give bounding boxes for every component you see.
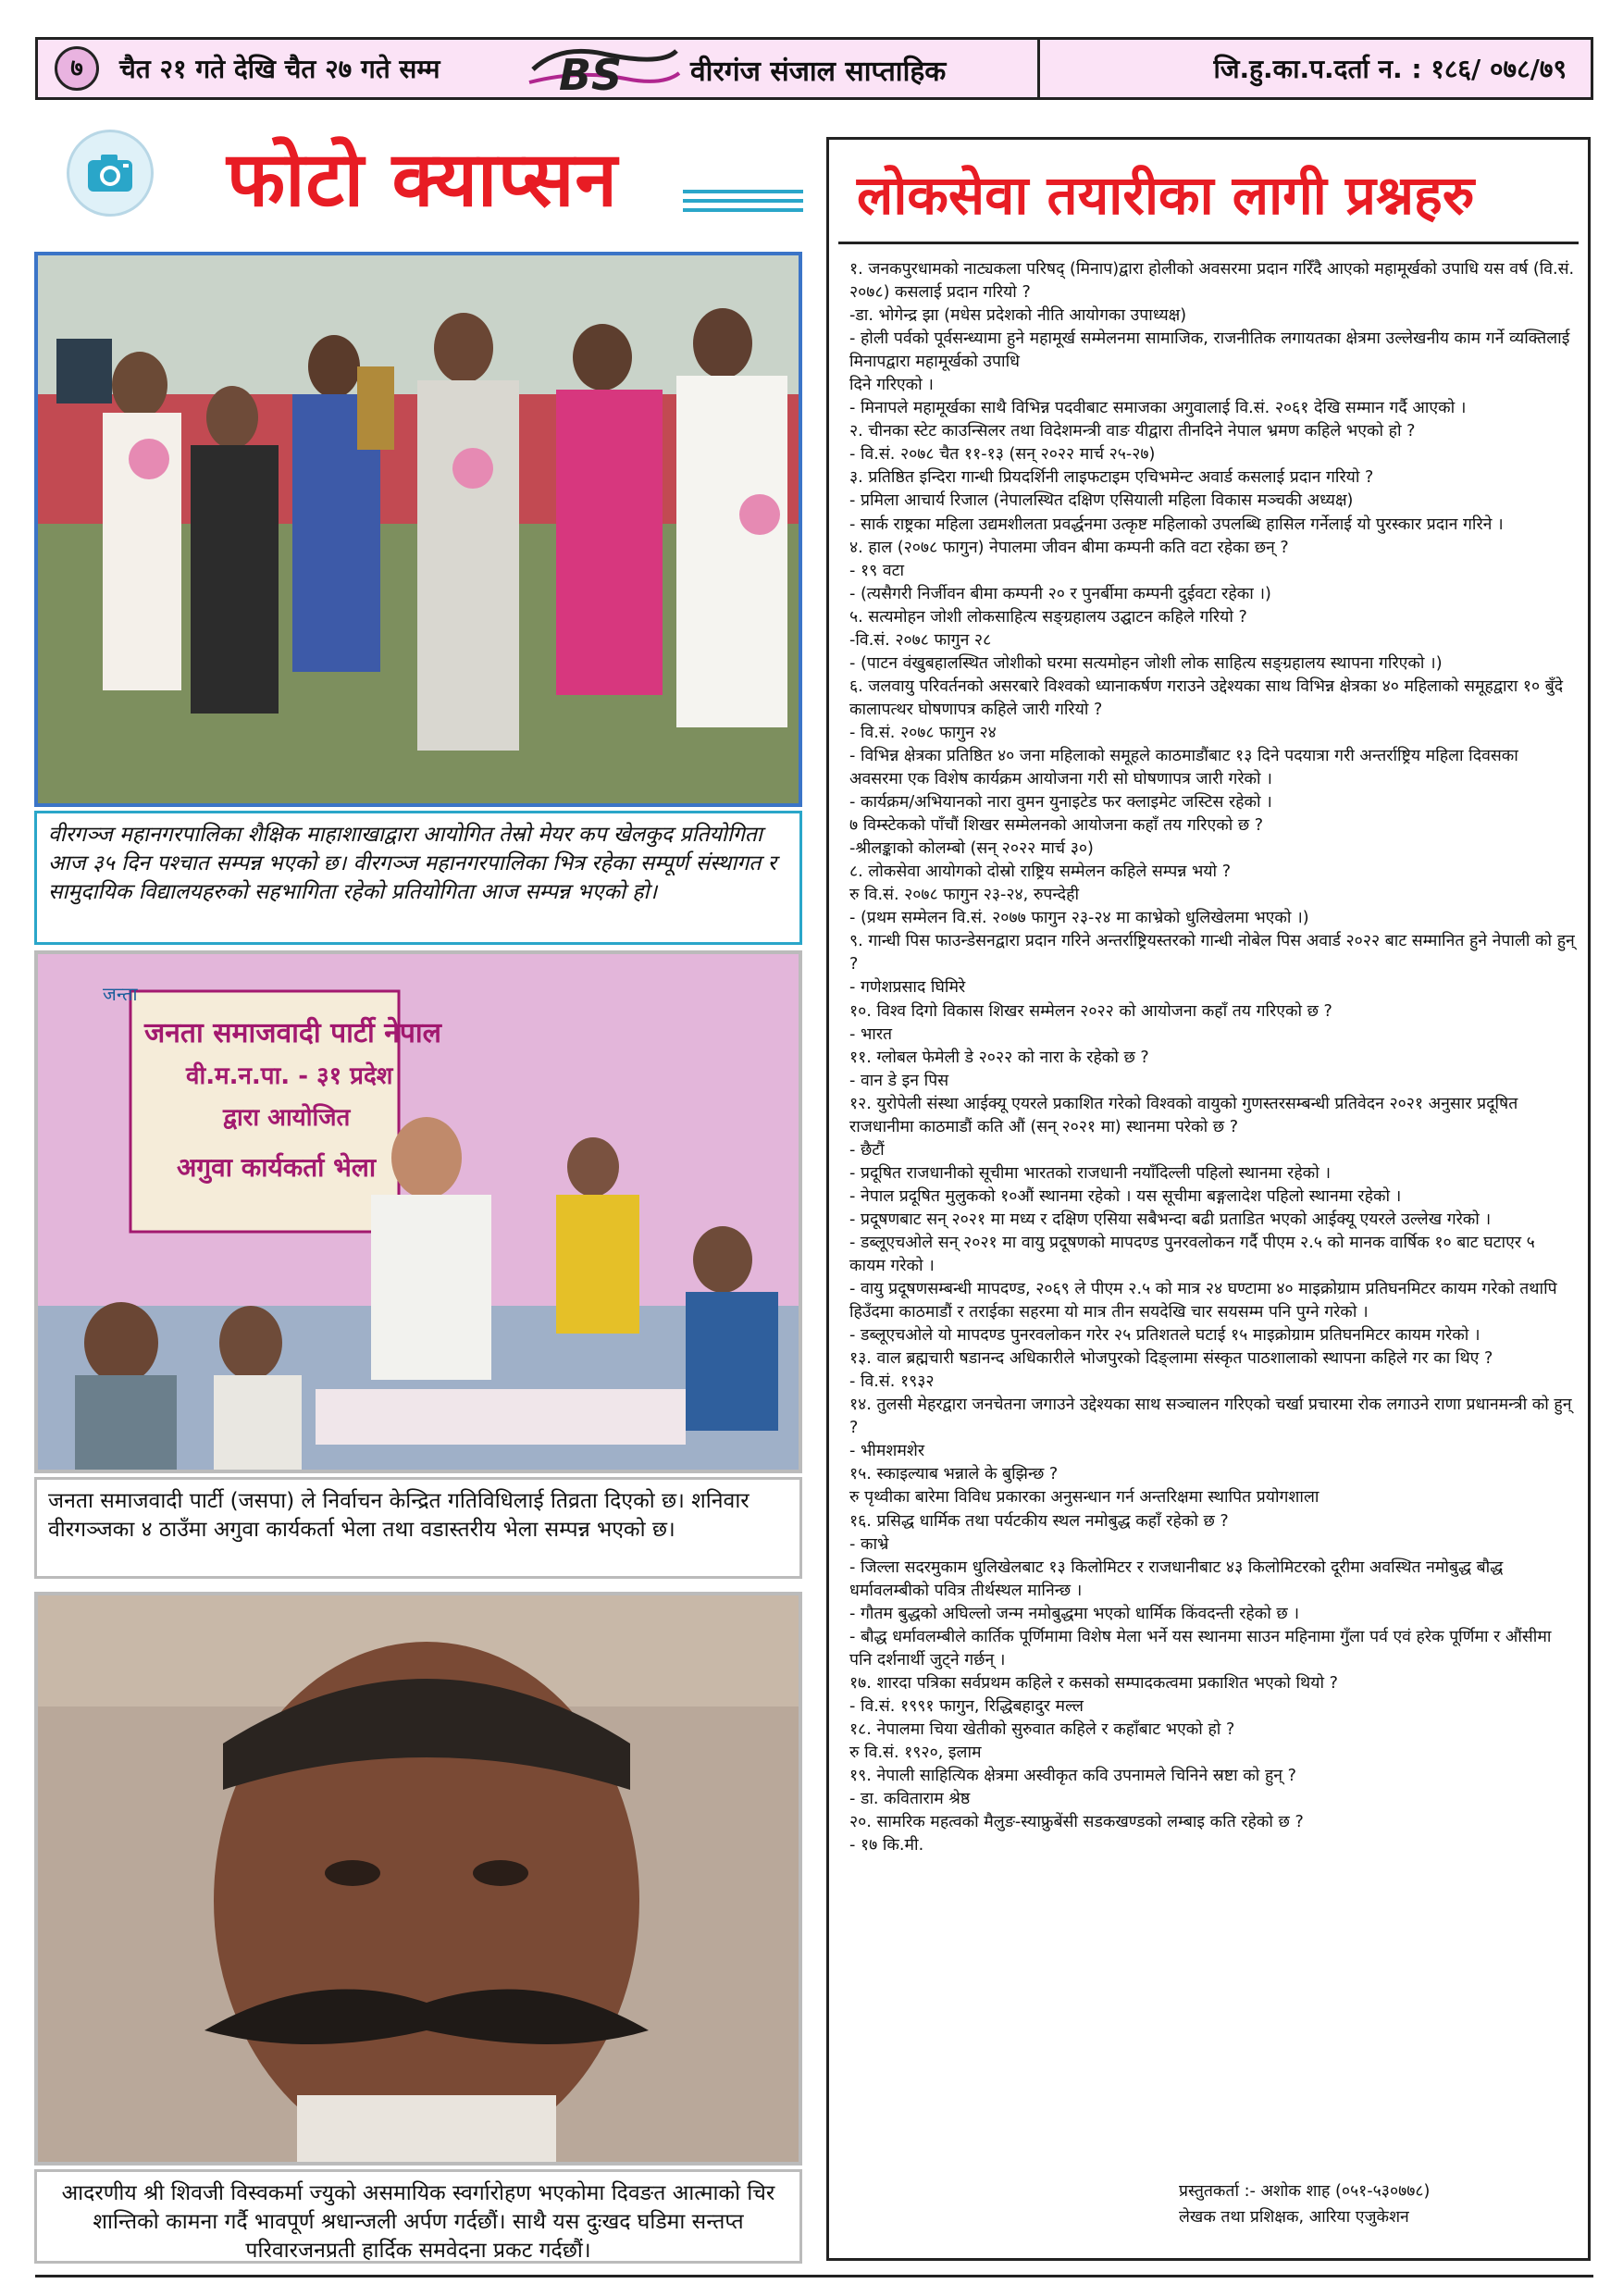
qa-line: - जिल्ला सदरमुकाम धुलिखेलबाट १३ किलोमिटर र राजधानीबाट ४३ किलोमिटरको दूरीमा अवस्थित नमोबुद्ध बौद्ध धर्मावलम्बीको पवित्र तीर्थस्थल मानिन्छ ।: [849, 1558, 1504, 1600]
qa-line: रु वि.सं. १९२०, इलाम: [849, 1744, 982, 1762]
qa-line: १९. नेपाली साहित्यिक क्षेत्रमा अस्वीकृत कवि उपनामले चिनिने स्रष्टा को हुन् ?: [849, 1767, 1296, 1786]
qa-line: रु पृथ्वीका बारेमा विविध प्रकारका अनुसन्धान गर्न अन्तरिक्षमा स्थापित प्रयोगशाला: [849, 1488, 1319, 1508]
page-header: [35, 37, 1593, 100]
newspaper-logo-icon: [524, 42, 681, 95]
qa-line: - भारत: [849, 1024, 893, 1044]
qa-line: - कार्यक्रम/अभियानको नारा वुमन युनाइटेड फर क्लाइमेट जस्टिस रहेको ।: [849, 793, 1272, 813]
qa-line: - प्रदूषित राजधानीको सूचीमा भारतको राजधानी नयाँदिल्ली पहिलो स्थानमा रहेको ।: [849, 1163, 1332, 1183]
qa-line: - नेपाल प्रदूषित मुलुकको १०औं स्थानमा रहेको । यस सूचीमा बङ्गलादेश पहिलो स्थानमा रहेको ।: [849, 1186, 1402, 1206]
qa-line: १७. शारदा पत्रिका सर्वप्रथम कहिले र कसको सम्पादकत्वमा प्रकाशित भएको थियो ?: [849, 1673, 1338, 1693]
question-answer-list: [849, 258, 1576, 1857]
issue-date-range: चैत २१ गते देखि चैत २७ गते सम्म: [119, 54, 440, 84]
banner-line-3: द्वारा आयोजित: [223, 1104, 351, 1132]
photo-caption-section-title: फोटो क्याप्सन: [227, 135, 618, 224]
photo-caption-sports: वीरगञ्ज महानगरपालिका शैक्षिक माहाशाखाद्वारा आयोगित तेस्रो मेयर कप खेलकुद प्रतियोगिता आज ३५ दिन पश्चात सम्पन्न भएको छ। वीरगञ्ज महानगरपालिका भित्र रहेका सम्पूर्ण संस्थागत र सामुदायिक विद्यालयहरुको सहभागिता रहेको प्रतियोगिता आज सम्पन्न भएको हो।: [34, 811, 802, 945]
qa-line: - सार्क राष्ट्रका महिला उद्यमशीलता प्रवर्द्धनमा उत्कृष्ट महिलाको उपलब्धि हासिल गर्नेलाई यो पुरस्कार प्रदान गरिने ।: [849, 515, 1504, 534]
photo-sports-award: [34, 252, 802, 807]
title-underline: [838, 242, 1579, 244]
qa-line: १०. विश्व दिगो विकास शिखर सम्मेलन २०२२ को आयोजना कहाँ तय गरिएको छ ?: [849, 1001, 1332, 1021]
photo-caption-obituary: आदरणीय श्री शिवजी विस्वकर्मा ज्युको असमायिक स्वर्गारोहण भएकोमा दिवङत आत्माको चिर शान्तिको कामना गर्दै भावपूर्ण श्रधान्जली अर्पण गर्दछौं। साथै यस दुःखद घडिमा सन्तप्त परिवारजनप्रती हार्दिक समवेदना प्रकट गर्दछौं।: [34, 2169, 802, 2264]
qa-line: रु वि.सं. २०७८ फागुन २३-२४, रुपन्देही: [849, 886, 1080, 905]
qa-line: १४. तुलसी मेहरद्वारा जनचेतना जगाउने उद्देश्यका साथ सञ्चालन गरिएको चर्खा प्रचारमा रोक लगाउने राणा प्रधानमन्त्री को हुन् ?: [849, 1396, 1572, 1438]
qa-line: - (प्रथम सम्मेलन वि.सं. २०७७ फागुन २३-२४ मा काभ्रेको धुलिखेलमा भएको ।): [849, 909, 1309, 928]
qa-line: ५. सत्यमोहन जोशी लोकसाहित्य सङ्ग्रहालय उद्घाटन कहिले गरियो ?: [849, 607, 1247, 627]
qa-line: १६. प्रसिद्ध धार्मिक तथा पर्यटकीय स्थल नमोबुद्ध कहाँ रहेको छ ?: [849, 1511, 1229, 1531]
qa-line: - वि.सं. १९३२: [849, 1372, 935, 1392]
svg-text:BS: BS: [559, 50, 623, 95]
qa-line: - काभ्रे: [849, 1534, 889, 1554]
banner-line-1: जनता समाजवादी पार्टी नेपाल: [144, 1017, 442, 1049]
qa-line: ६. जलवायु परिवर्तनको असरबारे विश्वको ध्यानाकर्षण गराउने उद्देश्यका साथ विभिन्न क्षेत्रका ४० महिलाको समूहद्वारा १० बुँदे कालापत्थर घोषणापत्र कहिले जारी गरियो ?: [849, 676, 1564, 719]
qa-line: - १७ कि.मी.: [849, 1836, 924, 1855]
qa-line: - मिनापले महामूर्खका साथै विभिन्न पदवीबाट समाजका अगुवालाई वि.सं. २०६१ देखि सम्मान गर्दै आएको ।: [849, 399, 1467, 418]
qa-line: - डा. कविताराम श्रेष्ठ: [849, 1790, 971, 1809]
qa-line: ८. लोकसेवा आयोगको दोस्रो राष्ट्रिय सम्मेलन कहिले सम्पन्न भयो ?: [849, 863, 1232, 882]
qa-line: ३. प्रतिष्ठित इन्दिरा गान्धी प्रियदर्शिनी लाइफटाइम एचिभमेन्ट अवार्ड कसलाई प्रदान गरियो ?: [849, 468, 1374, 488]
qa-line: - (त्यसैगरी निर्जीवन बीमा कम्पनी २० र पुनर्बीमा कम्पनी दुईवटा रहेका ।): [849, 584, 1271, 603]
qa-line: - (पाटन वंखुबहालस्थित जोशीको घरमा सत्यमोहन जोशी लोक साहित्य सङ्ग्रहालय स्थापना गरिएको ।): [849, 653, 1443, 673]
registration-number: जि.हु.का.प.दर्ता न. : १८६/ ०७८/७९: [1213, 54, 1567, 84]
qa-line: २०. सामरिक महत्वको मैलुङ-स्याफ्रुबेंसी सडकखण्डको लम्बाइ कति रहेको छ ?: [849, 1813, 1304, 1832]
qa-line: - १९ वटा: [849, 561, 905, 580]
qa-line: -वि.सं. २०७८ फागुन २८: [849, 630, 992, 650]
author-title: लेखक तथा प्रशिक्षक, आरिया एजुकेशन: [1179, 2208, 1409, 2227]
photo-caption-party: जनता समाजवादी पार्टी (जसपा) ले निर्वाचन केन्द्रित गतिविधिलाई तिव्रता दिएको छ। शनिवार वीरगञ्जका ४ ठाउँमा अगुवा कार्यकर्ता भेला तथा वडास्तरीय भेला सम्पन्न भएको छ।: [34, 1477, 802, 1579]
page-bottom-rule: [35, 2275, 1593, 2277]
banner-line-4: अगुवा कार्यकर्ता भेला: [177, 1152, 377, 1183]
qa-line: ९. गान्धी पिस फाउन्डेसनद्वारा प्रदान गरिने अन्तर्राष्ट्रियस्तरको गान्धी नोबेल पिस अवार्ड २०२२ बाट सम्मानित हुने नेपाली को हुन् ?: [849, 932, 1575, 974]
qa-line: - वि.सं. २०७८ फागुन २४: [849, 723, 997, 742]
banner-line-2: वी.म.न.पा. - ३१ प्रदेश: [186, 1062, 393, 1090]
qa-line: १. जनकपुरधामको नाट्यकला परिषद् (मिनाप)द्वारा होलीको अवसरमा प्रदान गरिँदै आएको महामूर्खको उपाधि यस वर्ष (वि.सं. २०७८) कसलाई प्रदान गरियो ?: [849, 260, 1575, 303]
paper-name: वीरगंज संजाल साप्ताहिक: [690, 56, 947, 88]
banner-party-short: जन्ता: [103, 983, 138, 1005]
title-decoration-lines: [683, 190, 803, 217]
author-credit: [1179, 2178, 1567, 2230]
qa-line: १२. युरोपेली संस्था आईक्यू एयरले प्रकाशित गरेको विश्वको वायुको गुणस्तरसम्बन्धी प्रतिवेदन २०२१ अनुसार प्रदूषित राजधानीमा काठमाडौं कति औं (सन् २०२१ मा) स्थानमा परेको छ ?: [849, 1094, 1518, 1136]
camera-icon: [67, 130, 154, 217]
exam-questions-panel: [826, 137, 1591, 2261]
qa-line: - वि.सं. २०७८ चैत ११-१३ (सन् २०२२ मार्च २५-२७): [849, 445, 1156, 465]
qa-line: - विभिन्न क्षेत्रका प्रतिष्ठित ४० जना महिलाको समूहले काठमाडौंबाट १३ दिने पदयात्रा गरी अन्तर्राष्ट्रिय महिला दिवसका अवसरमा एक विशेष कार्यक्रम आयोजना गरी सो घोषणापत्र जारी गरेको ।: [849, 746, 1518, 789]
qa-line: ११. ग्लोबल फेमेली डे २०२२ को नारा के रहेको छ ?: [849, 1048, 1149, 1067]
qa-line: - प्रदूषणबाट सन् २०२१ मा मध्य र दक्षिण एसिया सबैभन्दा बढी प्रताडित भएको आईक्यू एयरले उल्लेख गरेको ।: [849, 1210, 1492, 1229]
qa-line: - भीमशमशेर: [849, 1442, 925, 1461]
header-divider: [1037, 40, 1040, 97]
qa-line: ४. हाल (२०७८ फागुन) नेपालमा जीवन बीमा कम्पनी कति वटा रहेका छन् ?: [849, 538, 1289, 557]
qa-line: - वि.सं. १९९१ फागुन, रिद्धिबहादुर मल्ल: [849, 1696, 1084, 1716]
qa-line: १३. वाल ब्रह्मचारी षडानन्द अधिकारीले भोजपुरको दिङ्लामा संस्कृत पाठशालाको स्थापना कहिले गर का थिए ?: [849, 1349, 1493, 1369]
qa-line: - छैटौं: [849, 1140, 885, 1160]
qa-line: - बौद्ध धर्मावलम्बीले कार्तिक पूर्णिमामा विशेष मेला भर्ने यस स्थानमा साउन महिनामा गुँला पर्व एवं हरेक पूर्णिमा र औंसीमा पनि दर्शनार्थी जुट्ने गर्छन् ।: [849, 1627, 1552, 1669]
photo-obituary-portrait: [34, 1592, 802, 2166]
qa-line: १८. नेपालमा चिया खेतीको सुरुवात कहिले र कहाँबाट भएको हो ?: [849, 1719, 1235, 1739]
qa-line: - गणेशप्रसाद घिमिरे: [849, 978, 966, 998]
qa-line: दिने गरिएको ।: [849, 376, 934, 395]
qa-line: - डब्लूएचओले यो मापदण्ड पुनरवलोकन गरेर २५ प्रतिशतले घटाई १५ माइक्रोग्राम प्रतिघनमिटर कायम गरेको ।: [849, 1326, 1481, 1346]
author-name: प्रस्तुतकर्ता :- अशोक शाह (०५१-५३०७७८): [1179, 2182, 1431, 2201]
qa-line: - वायु प्रदूषणसम्बन्धी मापदण्ड, २०६९ ले पीएम २.५ को मात्र २४ घण्टामा ४० माइक्रोग्राम प्रतिघनमिटर कायम गरेको तथापि हिउँदमा काठमाडौं र तराईका सहरमा यो मात्र तीन सयदेखि चार सयसम्म पनि पुग्ने गरेको ।: [849, 1280, 1557, 1322]
qa-line: ७ विम्स्टेकको पाँचौं शिखर सम्मेलनको आयोजना कहाँ तय गरिएको छ ?: [849, 816, 1264, 836]
qa-line: १५. स्काइल्याब भन्नाले के बुझिन्छ ?: [849, 1465, 1059, 1484]
qa-line: - गौतम बुद्धको अघिल्लो जन्म नमोबुद्धमा भएको धार्मिक किंवदन्ती रहेको छ ।: [849, 1604, 1300, 1623]
qa-line: - प्रमिला आचार्य रिजाल (नेपालस्थित दक्षिण एसियाली महिला विकास मञ्चकी अध्यक्ष): [849, 491, 1354, 511]
page-number: ७: [55, 46, 99, 91]
exam-questions-title: लोकसेवा तयारीका लागी प्रश्नहरु: [857, 164, 1475, 227]
qa-line: -डा. भोगेन्द्र झा (मधेस प्रदेशको नीति आयोगका उपाध्यक्ष): [849, 306, 1187, 326]
qa-line: - डब्लूएचओले सन् २०२१ मा वायु प्रदूषणको मापदण्ड पुनरवलोकन गर्दै पीएम २.५ को मानक वार्षिक १० बाट घटाएर ५ कायम गरेको ।: [849, 1233, 1535, 1276]
qa-line: २. चीनका स्टेट काउन्सिलर तथा विदेशमन्त्री वाङ यीद्वारा तीनदिने नेपाल भ्रमण कहिले भएको हो ?: [849, 422, 1416, 441]
qa-line: -श्रीलङ्काको कोलम्बो (सन् २०२२ मार्च ३०): [849, 839, 1094, 859]
qa-line: - होली पर्वको पूर्वसन्ध्यामा हुने महामूर्ख सम्मेलनमा सामाजिक, राजनीतिक लगायतका क्षेत्रमा उल्लेखनीय काम गर्ने व्यक्तिलाई मिनापद्वारा महामूर्खको उपाधि: [849, 329, 1570, 372]
qa-line: - वान डे इन पिस: [849, 1071, 949, 1090]
photo-party-meeting: [34, 950, 802, 1473]
